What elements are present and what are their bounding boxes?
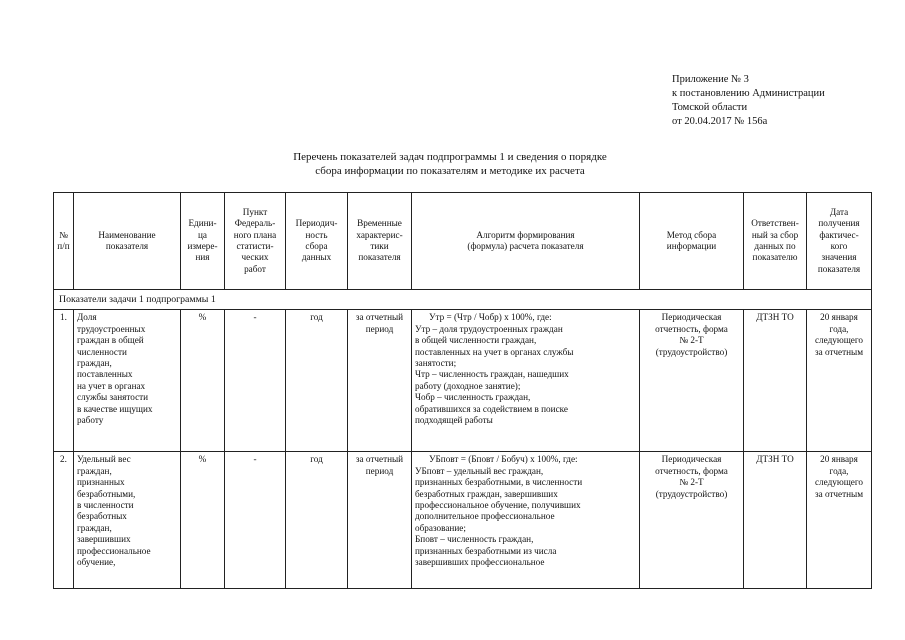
- cell-line: следующего: [814, 477, 864, 488]
- cell-line: отчетность, форма: [655, 465, 728, 476]
- cell-line: показателя: [105, 241, 149, 251]
- cell-method: [640, 310, 744, 452]
- cell-line: показателя: [817, 263, 861, 274]
- appendix-line: Приложение № 3: [672, 74, 749, 85]
- cell-line: признанных: [77, 477, 125, 488]
- document-title: [200, 150, 700, 178]
- cell-line: работу: [77, 415, 104, 426]
- header-responsible: [744, 193, 807, 290]
- cell-line: за отчетный: [355, 454, 404, 465]
- cell-line: образование;: [415, 522, 466, 533]
- cell-line: Временные: [357, 218, 402, 229]
- cell-line: за отчетным: [814, 346, 864, 357]
- cell-line: подходящей работы: [415, 415, 493, 426]
- cell-line: Бповт – численность граждан,: [415, 534, 534, 545]
- cell-line: Ответствен-: [751, 218, 799, 229]
- cell-responsible: ДТЗН ТО: [744, 310, 807, 452]
- header-time: [348, 193, 412, 290]
- cell-line: следующего: [814, 335, 864, 346]
- cell-line: Алгоритм формирования: [476, 229, 575, 240]
- cell-line: тики: [370, 241, 389, 251]
- cell-line: трудоустроенных: [77, 323, 146, 334]
- cell-line: статисти-: [236, 241, 274, 251]
- cell-period: год: [286, 452, 348, 589]
- cell-line: обучение,: [77, 557, 116, 568]
- cell-line: ный за сбор: [751, 229, 799, 240]
- title-line-1: Перечень показателей задач подпрограммы 1 и сведения о порядке: [293, 151, 607, 163]
- cell-method: [640, 452, 744, 589]
- cell-line: завершивших профессиональное: [415, 557, 545, 568]
- cell-line: работ: [244, 263, 266, 274]
- cell-line: профессиональное обучение, получивших: [415, 500, 581, 511]
- table-row: [54, 452, 872, 589]
- header-period: [286, 193, 348, 290]
- cell-line: в численности: [77, 500, 134, 511]
- cell-line: № 2-Т: [679, 477, 704, 488]
- cell-line: Удельный вес: [77, 454, 131, 465]
- cell-line: ческих: [241, 252, 269, 263]
- cell-line: Федераль-: [234, 218, 276, 229]
- cell-plan: -: [225, 310, 286, 452]
- cell-line: безработными,: [77, 488, 136, 499]
- cell-line: Едини-: [188, 218, 217, 229]
- cell-line: профессиональное: [77, 545, 151, 556]
- cell-line: численности: [77, 346, 127, 357]
- cell-time: [348, 452, 412, 589]
- cell-line: период: [365, 323, 394, 334]
- cell-line: службы занятости: [77, 392, 149, 403]
- cell-period: год: [286, 310, 348, 452]
- cell-line: Пункт: [242, 206, 268, 217]
- cell-line: данных: [301, 252, 332, 263]
- cell-name: [74, 310, 181, 452]
- cell-line: завершивших: [77, 534, 131, 545]
- cell-line: Периодическая: [661, 312, 722, 323]
- cell-line: измере-: [187, 241, 218, 251]
- cell-line: в общей численности граждан,: [415, 335, 537, 346]
- header-method: [640, 193, 744, 290]
- cell-plan: -: [225, 452, 286, 589]
- cell-line: занятости;: [415, 358, 457, 369]
- cell-line: за отчетный: [355, 312, 404, 323]
- cell-algorithm: [412, 452, 640, 589]
- title-line-2: сбора информации по показателям и методике их расчета: [315, 165, 585, 177]
- cell-line: отчетность, форма: [655, 323, 728, 334]
- cell-line: Метод сбора: [666, 229, 717, 240]
- appendix-line: к постановлению Администрации: [672, 88, 825, 99]
- cell-line: безработных: [77, 511, 127, 522]
- cell-line: на учет в органах: [77, 380, 146, 391]
- cell-line: данных по: [754, 241, 796, 251]
- cell-line: граждан,: [77, 465, 112, 476]
- cell-date: [807, 310, 872, 452]
- appendix-note: [672, 73, 825, 129]
- cell-line: 20 января: [820, 454, 858, 465]
- header-num: [54, 193, 74, 290]
- cell-line: период: [365, 465, 394, 476]
- cell-date: [807, 452, 872, 589]
- cell-line: работу (доходное занятие);: [415, 380, 521, 391]
- table-header-row: [54, 193, 872, 290]
- cell-responsible: ДТЗН ТО: [744, 452, 807, 589]
- cell-line: Периодич-: [295, 218, 338, 229]
- cell-line: Доля: [77, 312, 97, 323]
- cell-line: поставленных: [77, 369, 133, 380]
- cell-line: УБповт – удельный вес граждан,: [415, 465, 544, 476]
- cell-line: Чтр – численность граждан, нашедших: [415, 369, 569, 380]
- cell-algorithm: [412, 310, 640, 452]
- section-label: Показатели задачи 1 подпрограммы 1: [54, 290, 872, 310]
- cell-line: Периодическая: [661, 454, 722, 465]
- cell-line: значения: [821, 252, 857, 263]
- cell-line: ного плана: [233, 229, 277, 240]
- cell-line: УБповт = (Бповт / Бобуч) х 100%, где:: [429, 454, 578, 465]
- cell-num: 2.: [54, 452, 74, 589]
- cell-line: Утр = (Чтр / Чобр) х 100%, где:: [429, 312, 552, 323]
- cell-name: [74, 452, 181, 589]
- cell-line: сбора: [305, 241, 328, 251]
- cell-line: 20 января: [820, 312, 858, 323]
- header-date: [807, 193, 872, 290]
- header-unit: [181, 193, 225, 290]
- cell-line: граждан в общей: [77, 335, 144, 346]
- appendix-line: Томской области: [672, 102, 748, 113]
- header-name: [74, 193, 181, 290]
- cell-line: ца: [198, 229, 207, 240]
- cell-line: года,: [829, 465, 849, 476]
- cell-line: №: [59, 229, 68, 240]
- cell-line: Утр – доля трудоустроенных граждан: [415, 323, 563, 334]
- cell-line: граждан,: [77, 522, 112, 533]
- cell-line: информации: [666, 241, 717, 251]
- cell-time: [348, 310, 412, 452]
- cell-line: за отчетным: [814, 488, 864, 499]
- cell-line: признанных безработными из числа: [415, 545, 557, 556]
- cell-line: поставленных на учет в органах службы: [415, 346, 574, 357]
- cell-line: получения: [818, 218, 860, 229]
- cell-line: № 2-Т: [679, 335, 704, 346]
- cell-line: дополнительное профессиональное: [415, 511, 555, 522]
- table-row: [54, 310, 872, 452]
- cell-line: года,: [829, 323, 849, 334]
- cell-line: показателя: [358, 252, 401, 263]
- cell-line: (трудоустройство): [655, 346, 728, 357]
- section-row: [54, 290, 872, 310]
- cell-line: Дата: [829, 206, 849, 217]
- cell-line: граждан,: [77, 358, 112, 369]
- cell-line: кого: [830, 241, 848, 251]
- cell-line: обратившихся за содействием в поиске: [415, 403, 568, 414]
- cell-line: характерис-: [356, 229, 403, 240]
- cell-line: фактичес-: [819, 229, 859, 240]
- cell-num: 1.: [54, 310, 74, 452]
- cell-line: безработных граждан, завершивших: [415, 488, 558, 499]
- cell-line: п/п: [57, 241, 70, 251]
- cell-line: (трудоустройство): [655, 488, 728, 499]
- cell-line: (формула) расчета показателя: [467, 241, 584, 251]
- cell-unit: %: [181, 310, 225, 452]
- indicators-table: [53, 192, 872, 589]
- cell-line: ность: [305, 229, 328, 240]
- cell-line: ния: [195, 252, 210, 263]
- appendix-line: от 20.04.2017 № 156а: [672, 116, 768, 127]
- cell-line: Наименование: [98, 229, 156, 240]
- cell-unit: %: [181, 452, 225, 589]
- cell-line: в качестве ищущих: [77, 403, 153, 414]
- header-algorithm: [412, 193, 640, 290]
- cell-line: признанных безработными, в численности: [415, 477, 583, 488]
- header-plan: [225, 193, 286, 290]
- cell-line: Чобр – численность граждан,: [415, 392, 531, 403]
- cell-line: показателю: [752, 252, 798, 263]
